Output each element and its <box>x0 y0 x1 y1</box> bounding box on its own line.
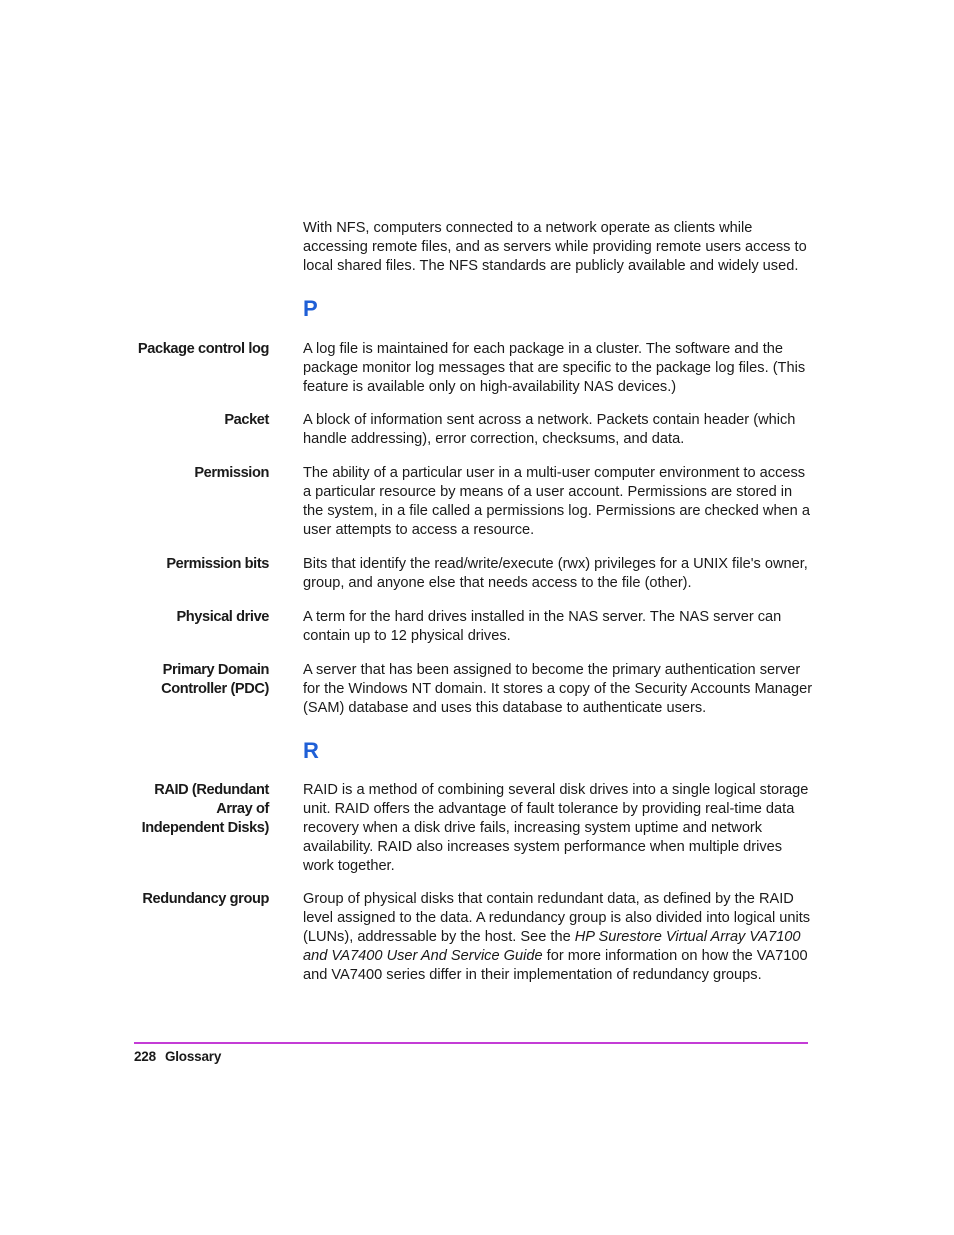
term-line: RAID (Redundant <box>154 782 269 798</box>
definition-redundancy-group <box>303 890 813 985</box>
term-line: Primary Domain <box>162 662 269 678</box>
definition-permission-bits: Bits that identify the read/write/execute (rwx) privileges for a UNIX file's owner, group, and anyone else that needs access to the file (other). <box>303 556 808 591</box>
definition-text: Group of physical disks that contain redundant data, as defined by the RAID level assigned to the data. A redundancy group is also divided into logical units (LUNs), addressable by the host. See the <box>303 891 811 945</box>
term-packet: Packet <box>224 412 269 428</box>
section-letter-r: R <box>303 738 319 763</box>
term-line: Independent Disks) <box>141 819 269 836</box>
definition-permission: The ability of a particular user in a multi-user computer environment to access a particular resource by means of a user account. Permissions are stored in the system, in a file called a permissions log. Permissions are checked when a user attempts to access a resource. <box>303 465 810 538</box>
intro-paragraph: With NFS, computers connected to a network operate as clients while accessing remote files, and as servers while providing remote users access to local shared files. The NFS standards are publicly available and widely used. <box>303 220 807 274</box>
definition-text: for more information on how the VA7100 and VA7400 series differ in their implementation of redundancy groups. <box>303 947 808 983</box>
term-line: Controller (PDC) <box>161 680 269 697</box>
document-title-reference: HP Surestore Virtual Array VA7100 and VA7400 User And Service Guide <box>303 928 801 964</box>
term-permission-bits: Permission bits <box>166 556 269 572</box>
term-package-control-log: Package control log <box>137 341 269 357</box>
term-primary-domain-controller <box>109 661 269 699</box>
term-raid <box>109 781 269 838</box>
definition-raid: RAID is a method of combining several disk drives into a single logical storage unit. RAID offers the advantage of fault tolerance by providing real-time data recovery when a disk drive fails, increasing system uptime and network availability. RAID also increases system performance when multiple drives work together. <box>303 782 809 874</box>
footer-rule <box>134 1042 808 1044</box>
term-permission: Permission <box>194 465 269 481</box>
page-number: 228 <box>134 1049 156 1064</box>
definition-package-control-log: A log file is maintained for each package in a cluster. The software and the package monitor log messages that are specific to the package log files. (This feature is available only on high-availability NAS devices.) <box>303 341 806 395</box>
term-physical-drive: Physical drive <box>176 609 269 625</box>
term-redundancy-group: Redundancy group <box>142 891 269 907</box>
page-footer <box>134 1049 221 1064</box>
term-line: Array of <box>216 800 269 817</box>
definition-physical-drive: A term for the hard drives installed in the NAS server. The NAS server can contain up to 12 physical drives. <box>303 609 782 644</box>
definition-primary-domain-controller: A server that has been assigned to become the primary authentication server for the Windows NT domain. It stores a copy of the Security Accounts Manager (SAM) database and uses this database to authenticate users. <box>303 662 813 716</box>
definition-packet: A block of information sent across a network. Packets contain header (which handle addressing), error correction, checksums, and data. <box>303 412 796 447</box>
section-letter-p: P <box>303 296 318 321</box>
footer-section-title: Glossary <box>164 1049 222 1064</box>
